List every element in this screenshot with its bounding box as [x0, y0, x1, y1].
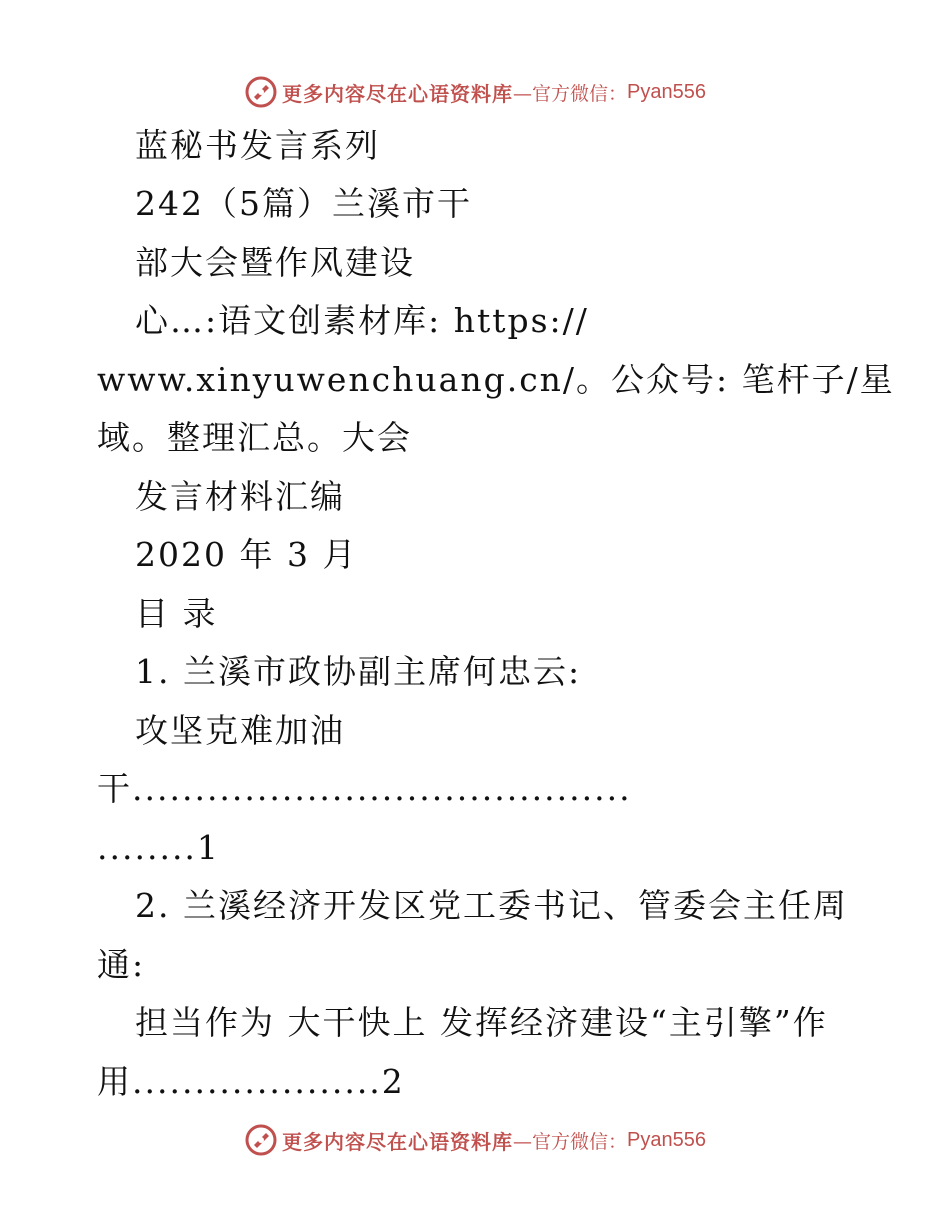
toc-item-2-speaker: 2. 兰溪经济开发区党工委书记、管委会主任周 — [135, 886, 848, 925]
doc-title-line1: 242（5篇）兰溪市干 — [135, 184, 472, 223]
footer-banner — [0, 1120, 950, 1160]
source-line3: 域。整理汇总。大会 — [97, 418, 412, 457]
source-line2: www.xinyuwenchuang.cn/。公众号: 笔杆子/星 — [97, 360, 895, 399]
toc-item-1-leader: 干........................................ — [97, 769, 632, 808]
date-line: 2020 年 3 月 — [135, 535, 358, 574]
banner-wechat-id: Pyan556 — [627, 80, 706, 103]
toc-item-1-title: 攻坚克难加油 — [135, 711, 345, 750]
toc-item-2-title: 担当作为 大干快上 发挥经济建设“主引擎”作 — [135, 1003, 828, 1042]
header-banner — [0, 72, 950, 112]
logo-icon — [244, 75, 278, 109]
banner-dash-text: —官方微信： — [513, 1130, 628, 1153]
logo-icon — [244, 1123, 278, 1157]
banner-main-text: 更多内容尽在心语资料库 — [282, 81, 513, 106]
toc-heading: 目 录 — [135, 594, 218, 633]
doc-title-line2: 部大会暨作风建设 — [135, 243, 415, 282]
source-line1: 心…:语文创素材库: https:// — [135, 301, 589, 340]
collection-title: 发言材料汇编 — [135, 477, 345, 516]
series-title: 蓝秘书发言系列 — [135, 126, 380, 165]
toc-item-1-page: ........1 — [97, 828, 220, 867]
toc-item-2-speaker-cont: 通: — [97, 945, 146, 984]
toc-item-1-speaker: 1. 兰溪市政协副主席何忠云: — [135, 652, 582, 691]
toc-item-2-page: 用....................2 — [97, 1062, 405, 1101]
banner-dash-text: —官方微信： — [513, 82, 628, 105]
banner-main-text: 更多内容尽在心语资料库 — [282, 1129, 513, 1154]
banner-wechat-id: Pyan556 — [627, 1128, 706, 1151]
